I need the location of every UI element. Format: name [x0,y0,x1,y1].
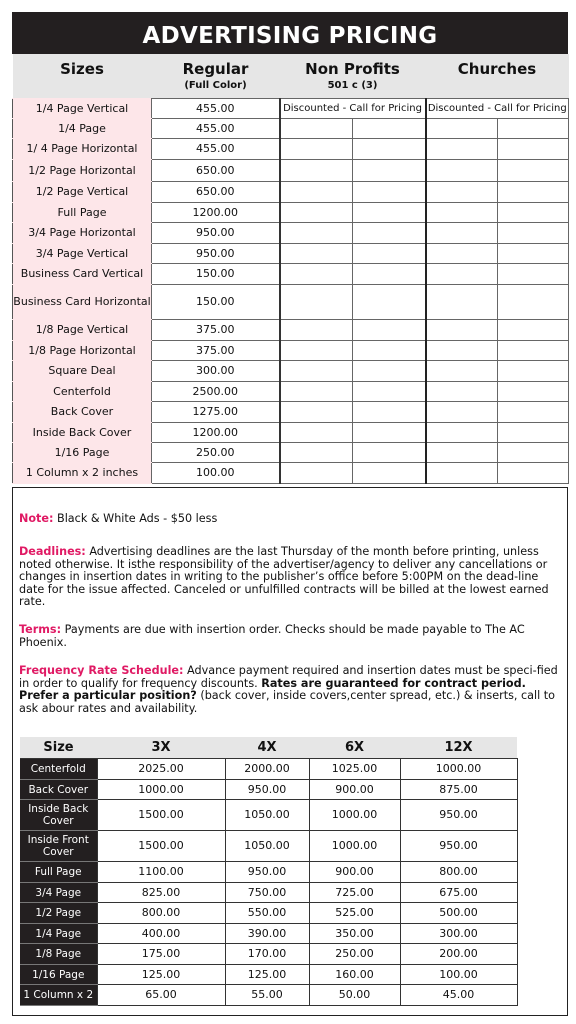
church-cell [426,462,498,483]
church-cell [426,422,498,442]
frequency-row [20,862,517,883]
church-cell [498,462,569,483]
pricing-regular: 1200.00 [152,202,280,222]
church-cell [498,284,569,319]
frequency-value: 750.00 [225,883,309,903]
nonprofit-cell [353,422,426,442]
pricing-row [13,159,569,181]
pricing-size: 1/ 4 Page Horizontal [13,138,152,159]
nonprofit-cell [353,138,426,159]
pricing-regular: 650.00 [152,159,280,181]
frequency-value: 170.00 [225,944,309,965]
frequency-size: 1/16 Page [20,965,97,985]
pricing-regular: 375.00 [152,340,280,360]
church-cell [426,360,498,381]
pricing-regular: 950.00 [152,243,280,263]
church-cell [498,138,569,159]
pricing-regular: 455.00 [152,98,280,118]
frequency-row [20,944,517,965]
frequency-bold-text: Rates are guaranteed for contract period. Prefer a particular position? [19,676,526,703]
frequency-value: 45.00 [400,985,517,1006]
nonprofit-cell [280,263,353,284]
pricing-row [13,243,569,263]
frequency-value: 825.00 [97,883,225,903]
church-cell [426,340,498,360]
frequency-row [20,883,517,903]
frequency-value: 160.00 [309,965,400,985]
frequency-paragraph [19,665,561,715]
deadlines-label: Deadlines: [19,545,86,558]
frequency-value: 800.00 [400,862,517,883]
pricing-size: 1/2 Page Vertical [13,181,152,202]
pricing-size: Square Deal [13,360,152,381]
frequency-value: 500.00 [400,903,517,924]
pricing-size: Business Card Horizontal [13,284,152,319]
nonprofit-cell [280,319,353,340]
pricing-row [13,401,569,422]
pricing-size: 1/16 Page [13,442,152,462]
frequency-label: Frequency Rate Schedule: [19,664,184,677]
nonprofit-cell [280,284,353,319]
nonprofit-cell [353,118,426,138]
frequency-value: 1025.00 [309,759,400,780]
frequency-size: 1/2 Page [20,903,97,924]
church-cell [426,118,498,138]
church-cell [498,340,569,360]
church-cell [498,222,569,243]
church-cell [426,442,498,462]
frequency-size: Full Page [20,862,97,883]
church-cell [426,243,498,263]
pricing-row [13,118,569,138]
frequency-size: 3/4 Page [20,883,97,903]
frequency-size: 1/8 Page [20,944,97,965]
pricing-regular: 1200.00 [152,422,280,442]
frequency-value: 125.00 [225,965,309,985]
frequency-value: 1000.00 [400,759,517,780]
pricing-regular: 1275.00 [152,401,280,422]
frequency-size: 1 Column x 2 [20,985,97,1006]
nonprofit-cell [353,462,426,483]
frequency-value: 2025.00 [97,759,225,780]
pricing-regular: 150.00 [152,263,280,284]
nonprofit-cell [280,181,353,202]
nonprofit-cell [353,442,426,462]
pricing-regular: 455.00 [152,118,280,138]
pricing-row [13,340,569,360]
nonprofit-cell [280,222,353,243]
nonprofit-discount: Discounted - Call for Pricing [280,98,426,118]
pricing-row [13,319,569,340]
terms-text: Payments are due with insertion order. Checks should be made payable to The AC Phoenix. [19,623,525,649]
church-cell [498,422,569,442]
church-cell [498,319,569,340]
freq-header-size: Size [20,737,97,759]
church-cell [426,401,498,422]
pricing-row [13,202,569,222]
pricing-size: 1/2 Page Horizontal [13,159,152,181]
pricing-size: 1/8 Page Vertical [13,319,152,340]
frequency-value: 1100.00 [97,862,225,883]
frequency-value: 725.00 [309,883,400,903]
frequency-value: 175.00 [97,944,225,965]
frequency-value: 350.00 [309,924,400,944]
deadlines-text: Advertising deadlines are the last Thursday of the month before printing, unless noted otherwise. It isthe responsibility of the advertiser/agency to deliver any cancellations or changes in insertion dates in writing to the publisher’s office before 5:00PM on the dead-line date for the issue affected. Canceled or unfulfilled contracts will be billed at the lowest earned rate. [19,545,549,609]
frequency-value: 950.00 [400,800,517,831]
frequency-size: Back Cover [20,780,97,800]
pricing-row [13,138,569,159]
church-cell [498,401,569,422]
church-cell [498,263,569,284]
freq-header-3x: 3X [97,737,225,759]
pricing-size: Full Page [13,202,152,222]
pricing-size: 1/4 Page [13,118,152,138]
frequency-value: 550.00 [225,903,309,924]
frequency-value: 1050.00 [225,831,309,862]
nonprofit-cell [280,360,353,381]
nonprofit-cell [280,202,353,222]
frequency-row [20,924,517,944]
pricing-row [13,222,569,243]
pricing-size: Inside Back Cover [13,422,152,442]
frequency-value: 125.00 [97,965,225,985]
nonprofit-cell [353,243,426,263]
nonprofit-cell [353,159,426,181]
frequency-text-2: (back cover, inside covers,center spread, etc.) & inserts, call to ask abour rates and availability. [19,689,556,715]
church-cell [498,360,569,381]
pricing-row [13,422,569,442]
nonprofit-cell [280,381,353,401]
frequency-row [20,800,517,831]
pricing-row [13,181,569,202]
church-cell [498,118,569,138]
nonprofit-cell [280,159,353,181]
pricing-row [13,462,569,483]
nonprofit-cell [280,442,353,462]
church-cell [498,381,569,401]
church-cell [426,159,498,181]
nonprofit-cell [353,319,426,340]
nonprofit-cell [280,462,353,483]
pricing-row [13,263,569,284]
pricing-regular: 150.00 [152,284,280,319]
nonprofit-cell [353,222,426,243]
frequency-size: Inside Front Cover [20,831,97,862]
frequency-row [20,985,517,1006]
terms-label: Terms: [19,623,62,636]
church-cell [426,284,498,319]
frequency-value: 400.00 [97,924,225,944]
frequency-value: 900.00 [309,780,400,800]
freq-header-6x: 6X [309,737,400,759]
nonprofit-cell [280,340,353,360]
church-cell [498,243,569,263]
nonprofit-cell [353,263,426,284]
nonprofit-cell [353,202,426,222]
note-text: Black & White Ads - $50 less [53,512,218,525]
frequency-row [20,903,517,924]
church-cell [426,263,498,284]
freq-header-12x: 12X [400,737,517,759]
church-cell [498,202,569,222]
frequency-value: 800.00 [97,903,225,924]
frequency-value: 525.00 [309,903,400,924]
pricing-size: Business Card Vertical [13,263,152,284]
frequency-value: 1050.00 [225,800,309,831]
frequency-value: 100.00 [400,965,517,985]
frequency-value: 200.00 [400,944,517,965]
nonprofit-cell [353,381,426,401]
church-cell [426,222,498,243]
frequency-value: 900.00 [309,862,400,883]
frequency-value: 1500.00 [97,831,225,862]
nonprofit-cell [280,118,353,138]
frequency-size: Inside Back Cover [20,800,97,831]
terms-paragraph [19,624,561,649]
pricing-size: Back Cover [13,401,152,422]
nonprofit-cell [280,243,353,263]
church-cell [498,181,569,202]
pricing-regular: 455.00 [152,138,280,159]
frequency-value: 1000.00 [309,831,400,862]
note-label: Note: [19,512,54,525]
deadlines-paragraph [19,546,561,609]
header-sizes: Sizes [13,54,152,98]
note-paragraph [19,513,561,526]
pricing-size: 3/4 Page Horizontal [13,222,152,243]
frequency-value: 250.00 [309,944,400,965]
church-cell [426,381,498,401]
frequency-row [20,965,517,985]
frequency-value: 950.00 [225,780,309,800]
frequency-value: 1000.00 [309,800,400,831]
nonprofit-cell [353,340,426,360]
nonprofit-cell [353,401,426,422]
pricing-regular: 100.00 [152,462,280,483]
pricing-size: 1/8 Page Horizontal [13,340,152,360]
frequency-header-row [20,737,517,759]
pricing-row [13,98,569,118]
church-cell [426,202,498,222]
frequency-value: 875.00 [400,780,517,800]
pricing-regular: 250.00 [152,442,280,462]
pricing-size: Centerfold [13,381,152,401]
frequency-row [20,780,517,800]
pricing-row [13,381,569,401]
header-churches: Churches [426,54,569,98]
pricing-row [13,442,569,462]
header-regular: Regular (Full Color) [152,54,280,98]
church-cell [426,138,498,159]
frequency-value: 55.00 [225,985,309,1006]
frequency-value: 675.00 [400,883,517,903]
nonprofit-cell [280,422,353,442]
pricing-regular: 375.00 [152,319,280,340]
frequency-row [20,831,517,862]
church-cell [498,159,569,181]
frequency-value: 65.00 [97,985,225,1006]
pricing-row [13,360,569,381]
church-cell [426,181,498,202]
pricing-size: 1/4 Page Vertical [13,98,152,118]
pricing-regular: 300.00 [152,360,280,381]
pricing-header-row [13,54,569,98]
pricing-regular: 650.00 [152,181,280,202]
pricing-table [12,54,569,484]
frequency-value: 950.00 [225,862,309,883]
frequency-size: 1/4 Page [20,924,97,944]
frequency-row [20,759,517,780]
header-nonprofits: Non Profits 501 c (3) [280,54,426,98]
nonprofit-cell [280,138,353,159]
church-cell [426,319,498,340]
frequency-value: 390.00 [225,924,309,944]
pricing-regular: 2500.00 [152,381,280,401]
nonprofit-cell [353,360,426,381]
frequency-value: 1500.00 [97,800,225,831]
church-cell [498,442,569,462]
freq-header-4x: 4X [225,737,309,759]
frequency-value: 300.00 [400,924,517,944]
frequency-text: Advance payment required and insertion dates must be speci-fied in order to qualify for frequency discounts. [19,664,558,690]
pricing-regular: 950.00 [152,222,280,243]
frequency-size: Centerfold [20,759,97,780]
frequency-value: 2000.00 [225,759,309,780]
frequency-value: 1000.00 [97,780,225,800]
nonprofit-cell [353,284,426,319]
pricing-size: 3/4 Page Vertical [13,243,152,263]
nonprofit-cell [353,181,426,202]
page-title: ADVERTISING PRICING [12,12,568,54]
frequency-table [20,737,518,1006]
pricing-size: 1 Column x 2 inches [13,462,152,483]
church-discount: Discounted - Call for Pricing [426,98,569,118]
nonprofit-cell [280,401,353,422]
frequency-value: 50.00 [309,985,400,1006]
frequency-value: 950.00 [400,831,517,862]
pricing-row [13,284,569,319]
